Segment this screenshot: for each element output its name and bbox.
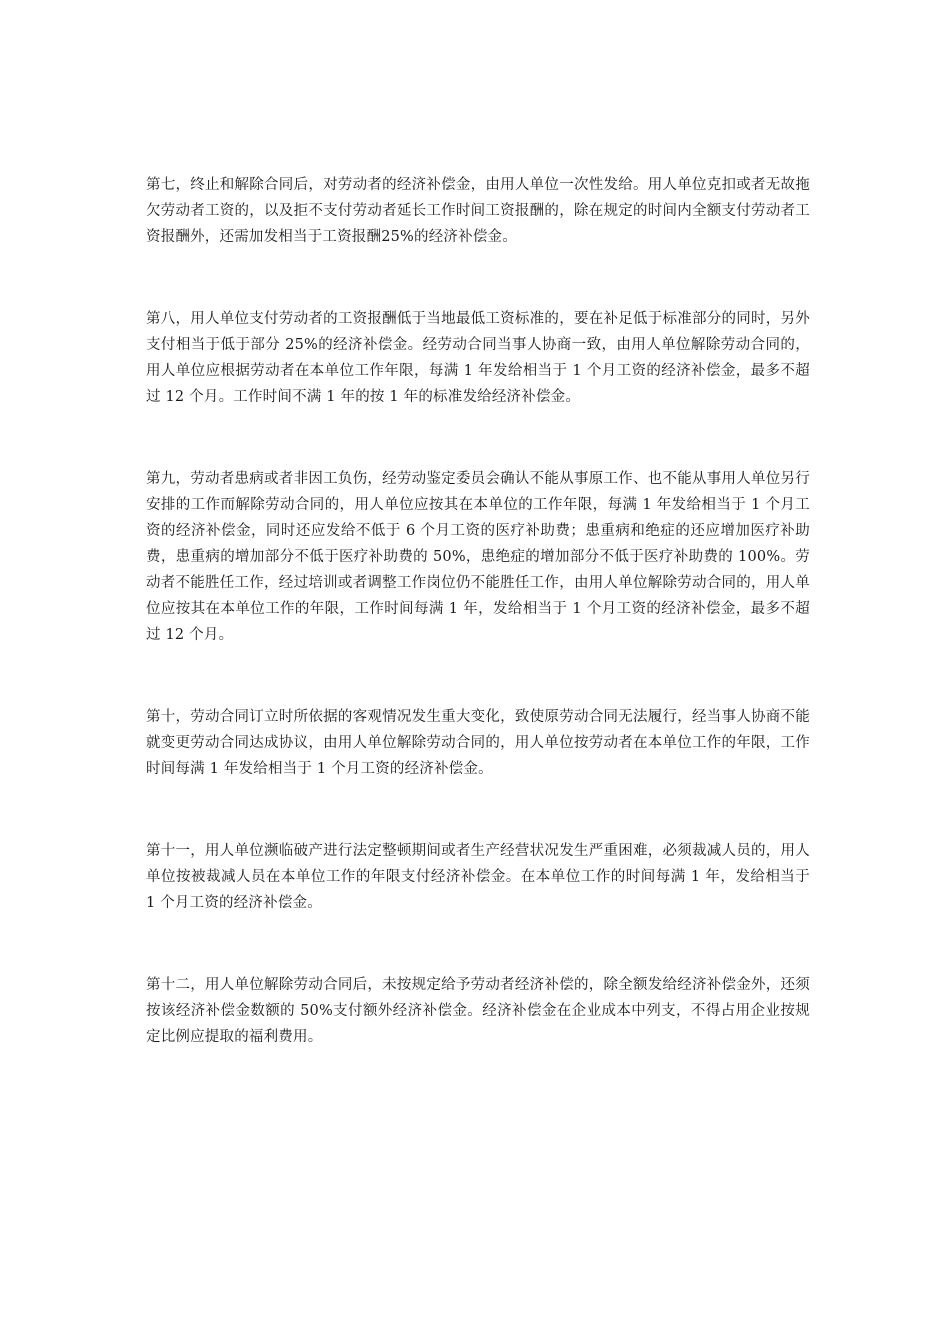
paragraph-article-12: 第十二，用人单位解除劳动合同后，未按规定给予劳动者经济补偿的，除全额发给经济补偿金外，还须按该经济补偿金数额的 50%支付额外经济补偿金。经济补偿金在企业成本中列支，不得占用企业按规定比例应提取的福利费用。 <box>146 977 810 1045</box>
paragraph-article-10: 第十，劳动合同订立时所依据的客观情况发生重大变化，致使原劳动合同无法履行，经当事人协商不能就变更劳动合同达成协议，由用人单位解除劳动合同的，用人单位按劳动者在本单位工作的年限，工作时间每满 1 年发给相当于 1 个月工资的经济补偿金。 <box>146 709 810 777</box>
paragraph-article-9: 第九，劳动者患病或者非因工负伤，经劳动鉴定委员会确认不能从事原工作、也不能从事用人单位另行安排的工作而解除劳动合同的，用人单位应按其在本单位的工作年限，每满 1 年发给相当于 1 个月工资的经济补偿金，同时还应发给不低于 6 个月工资的医疗补助费；患重病和绝症的还应增加医疗补助费，患重病的增加部分不低于医疗补助费的 50%，患绝症的增加部分不低于医疗补助费的 100%。劳动者不能胜任工作，经过培训或者调整工作岗位仍不能胜任工作，由用人单位解除劳动合同的，用人单位应按其在本单位工作的年限，工作时间每满 1 年，发给相当于 1 个月工资的经济补偿金，最多不超过 12 个月。 <box>146 471 810 643</box>
paragraph-article-8: 第八，用人单位支付劳动者的工资报酬低于当地最低工资标准的，要在补足低于标准部分的同时，另外支付相当于低于部分 25%的经济补偿金。经劳动合同当事人协商一致，由用人单位解除劳动合同的，用人单位应根据劳动者在本单位工作年限，每满 1 年发给相当于 1 个月工资的经济补偿金，最多不超过 12 个月。工作时间不满 1 年的按 1 年的标准发给经济补偿金。 <box>146 311 810 405</box>
document-body <box>146 172 810 1106</box>
paragraph-article-11: 第十一，用人单位濒临破产进行法定整顿期间或者生产经营状况发生严重困难，必须裁减人员的，用人单位按被裁减人员在本单位工作的年限支付经济补偿金。在本单位工作的时间每满 1 年，发给相当于 1 个月工资的经济补偿金。 <box>146 843 810 911</box>
paragraph-article-7: 第七，终止和解除合同后，对劳动者的经济补偿金，由用人单位一次性发给。用人单位克扣或者无故拖欠劳动者工资的，以及拒不支付劳动者延长工作时间工资报酬的，除在规定的时间内全额支付劳动者工资报酬外，还需加发相当于工资报酬25%的经济补偿金。 <box>146 177 810 245</box>
